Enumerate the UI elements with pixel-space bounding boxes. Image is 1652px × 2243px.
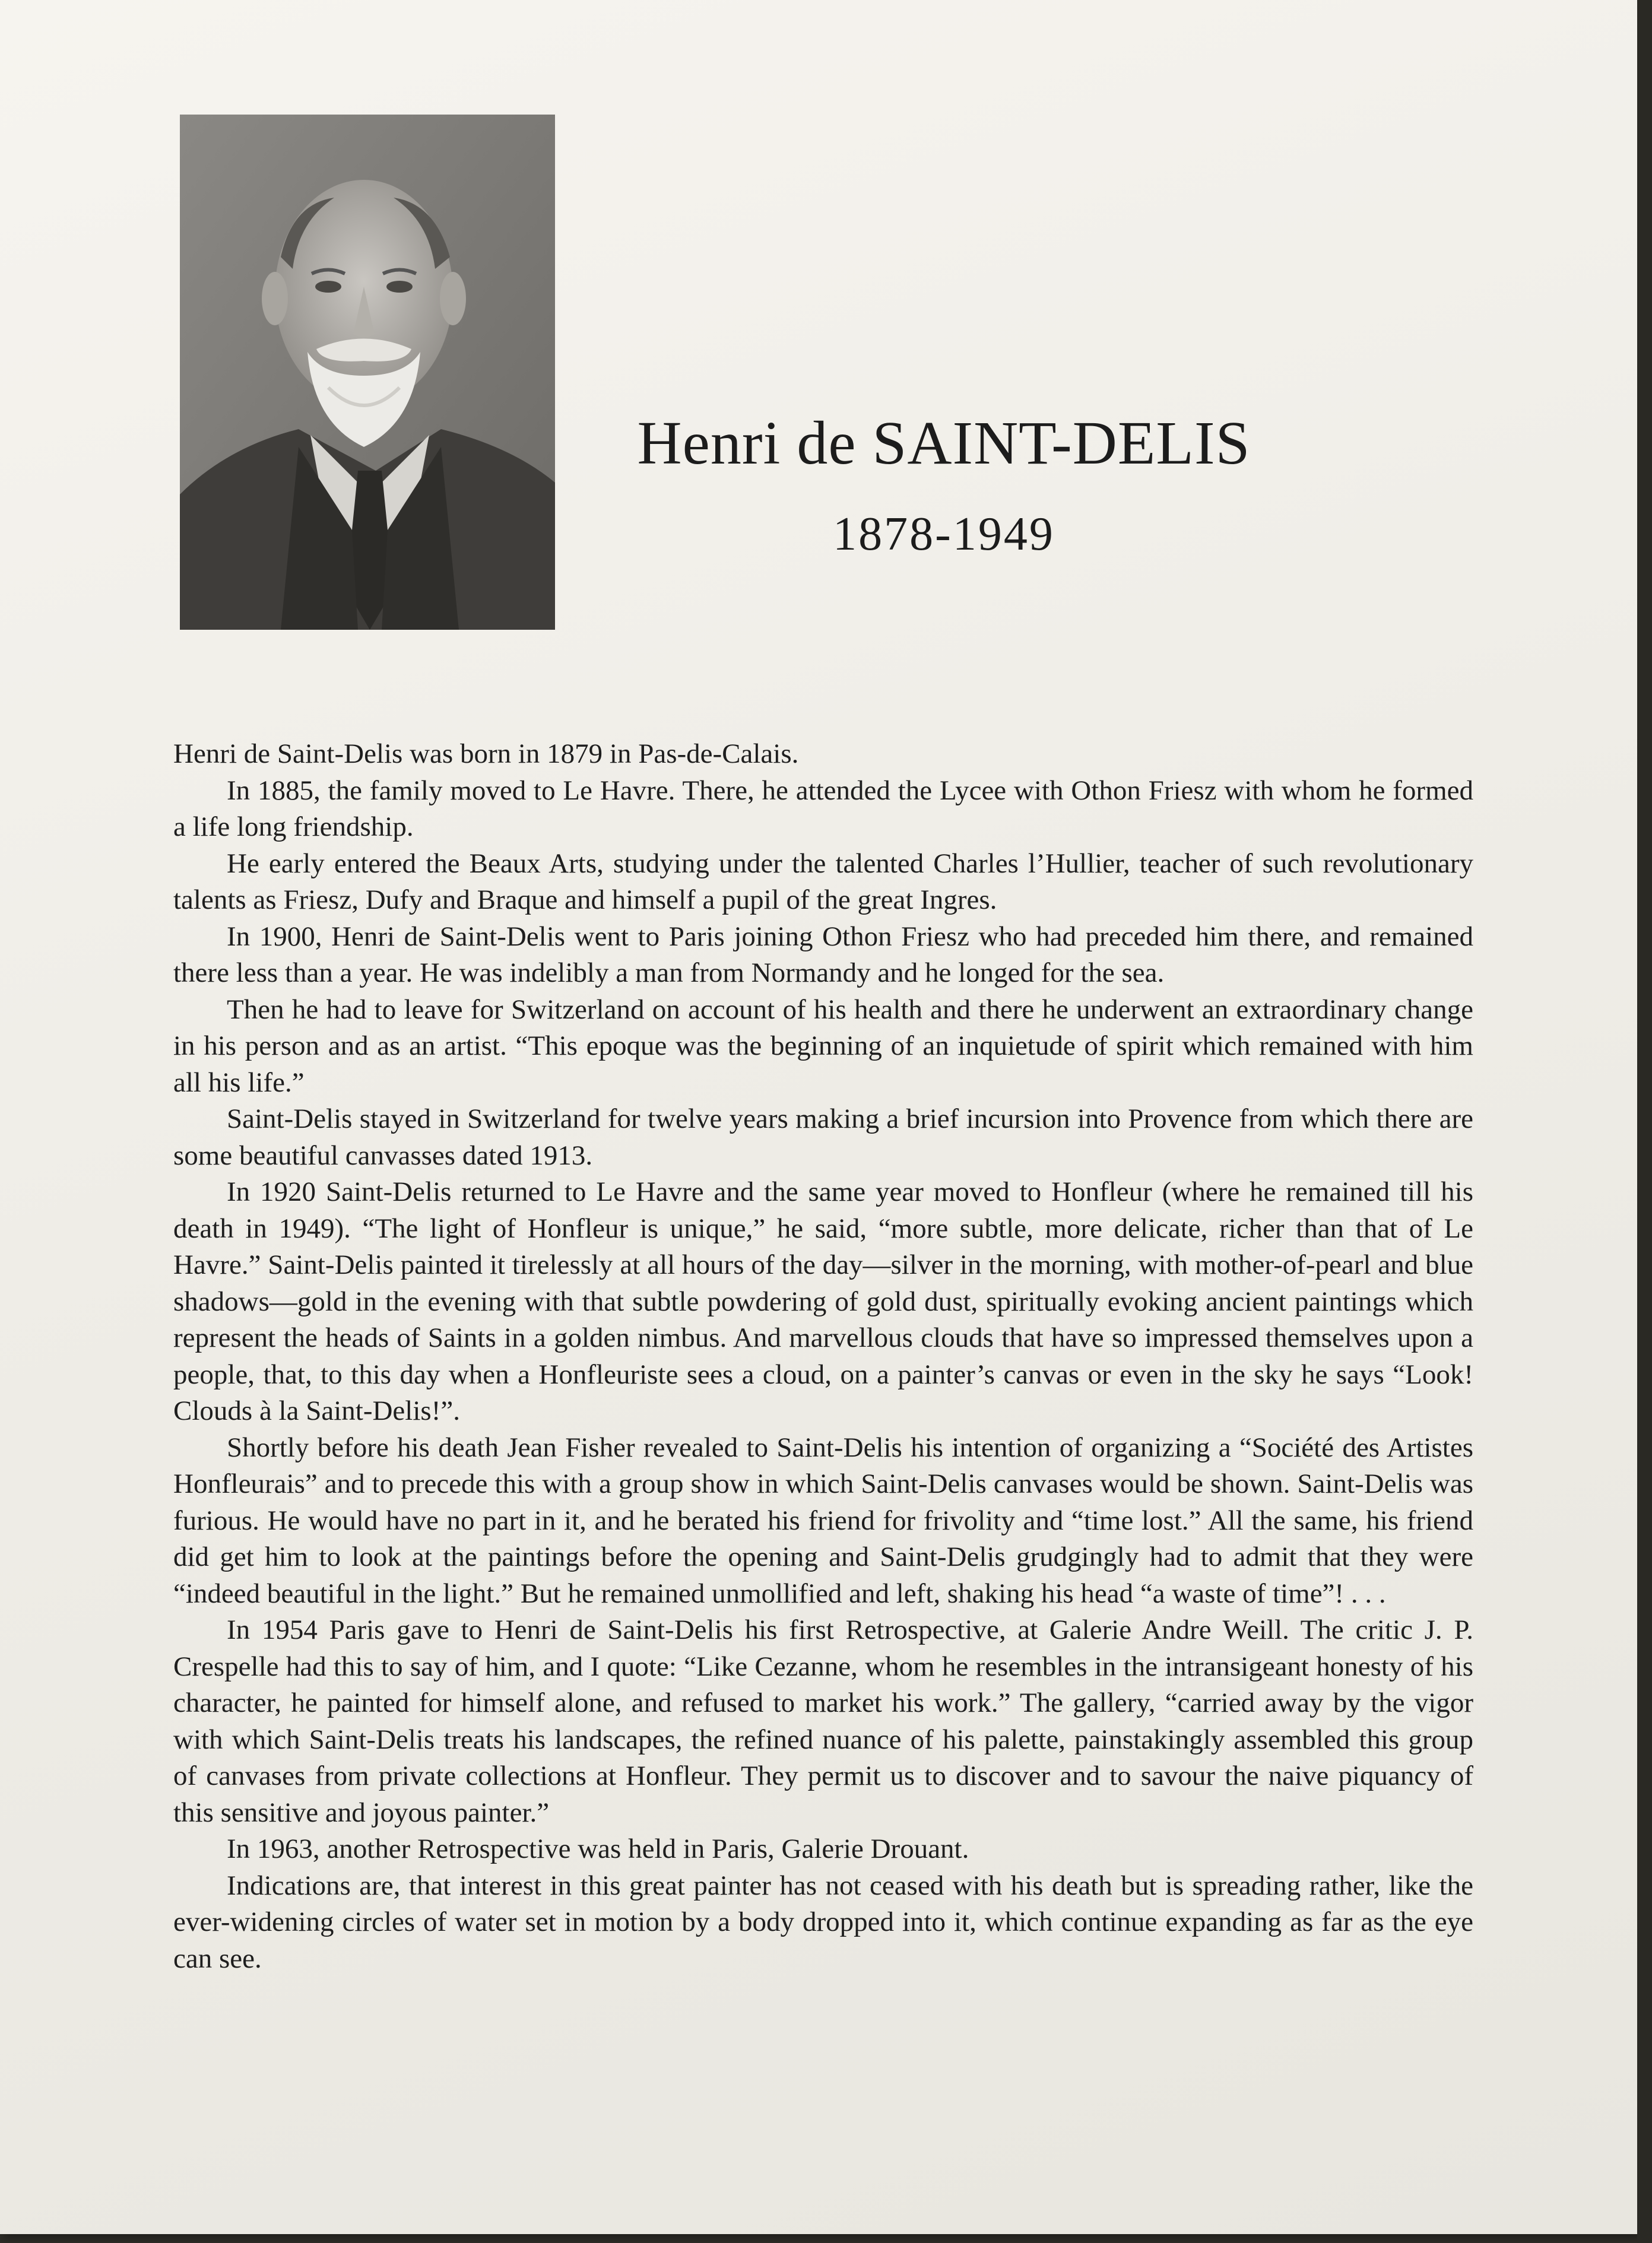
life-dates: 1878-1949: [833, 508, 1055, 561]
paragraph: He early entered the Beaux Arts, studying under the talented Charles l’Hullier, teacher of such revolutionary talents as Friesz, Dufy and Braque and himself a pupil of the great Ingres.: [173, 848, 1473, 915]
paragraph: In 1954 Paris gave to Henri de Saint-Delis his first Retrospective, at Galerie Andre Weill. The critic J. P. Crespelle had this to say of him, and I quote: “Like Cezanne, whom he resembles in the intransigeant honesty of his character, he painted for himself alone, and refused to market his work.” The gallery, “carried away by the vigor with which Saint-Delis treats his landscapes, the refined nuance of his palette, painstakingly assembled this group of canvases from private collections at Honfleur. They permit us to discover and to savour the naive piquancy of this sensitive and joyous painter.”: [173, 1614, 1473, 1828]
paragraph: Shortly before his death Jean Fisher revealed to Saint-Delis his intention of organizing a “Société des Artistes Honfleurais” and to precede this with a group show in which Saint-Delis canvases would be shown. Saint-Delis was furious. He would have no part in it, and he berated his friend for frivolity and “time lost.” All the same, his friend did get him to look at the paintings before the opening and Saint-Delis grudgingly had to admit that they were “indeed beautiful in the light.” But he remained unmollified and left, shaking his head “a waste of time”! . . .: [173, 1432, 1473, 1609]
page-title: Henri de SAINT-DELIS: [637, 409, 1251, 477]
background-edge: [1637, 0, 1652, 2243]
paragraph: In 1900, Henri de Saint-Delis went to Paris joining Othon Friesz who had preceded him there, and remained there less than a year. He was indelibly a man from Normandy and he longed for the sea.: [173, 921, 1473, 988]
paragraph: In 1920 Saint-Delis returned to Le Havre and the same year moved to Honfleur (where he remained till his death in 1949). “The light of Honfleur is unique,” he said, “more subtle, more delicate, richer than that of Le Havre.” Saint-Delis painted it tirelessly at all hours of the day—silver in the morning, with mother-of-pearl and blue shadows—gold in the evening with that subtle powdering of gold dust, spiritually evoking ancient paintings which represent the heads of Saints in a golden nimbus. And marvellous clouds that have so impressed themselves upon a people, that, to this day when a Honfleuriste sees a cloud, on a painter’s canvas or even in the sky he says “Look! Clouds à la Saint-Delis!”.: [173, 1176, 1473, 1426]
portrait-photo: [180, 115, 555, 630]
portrait-image: [180, 115, 555, 630]
paragraph: Then he had to leave for Switzerland on account of his health and there he underwent an extraordinary change in his person and as an artist. “This epoque was the beginning of an inquietude of spirit which remained with him all his life.”: [173, 994, 1473, 1098]
paragraph: Saint-Delis stayed in Switzerland for twelve years making a brief incursion into Provence from which there are some beautiful canvasses dated 1913.: [173, 1103, 1473, 1171]
biography-text: [173, 736, 1473, 1977]
paragraph: Indications are, that interest in this great painter has not ceased with his death but is spreading rather, like the ever-widening circles of water set in motion by a body dropped into it, which continue expanding as far as the eye can see.: [173, 1870, 1473, 1974]
paragraph: Henri de Saint-Delis was born in 1879 in Pas-de-Calais.: [173, 738, 799, 769]
title-block: [594, 409, 1294, 561]
paragraph: In 1885, the family moved to Le Havre. There, he attended the Lycee with Othon Friesz with whom he formed a life long friendship.: [173, 775, 1473, 842]
paragraph: In 1963, another Retrospective was held in Paris, Galerie Drouant.: [227, 1833, 969, 1864]
